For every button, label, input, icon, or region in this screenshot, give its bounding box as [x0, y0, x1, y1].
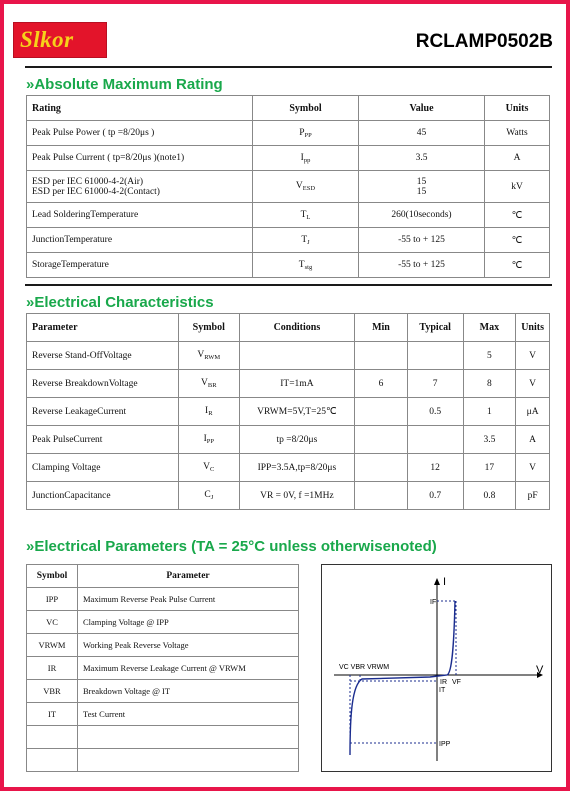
value-cell: -55 to + 125 — [359, 253, 485, 278]
units-cell: pF — [516, 482, 550, 510]
ir-label: IR — [440, 679, 447, 686]
rating-cell: ESD per IEC 61000-4-2(Air) ESD per IEC 61000-4-2(Contact) — [27, 171, 253, 203]
header-divider — [25, 66, 552, 68]
table-row — [27, 588, 299, 611]
col-parameter: Parameter — [27, 314, 179, 342]
table-row — [27, 203, 550, 228]
typical-cell: 0.5 — [407, 398, 463, 426]
conditions-cell: IPP=3.5A,tp=8/20μs — [239, 454, 355, 482]
rating-cell: Peak Pulse Current ( tp=8/20μs )(note1) — [27, 146, 253, 171]
symbol-cell: $V_C$ — [178, 454, 239, 482]
section-title-parameters: »Electrical Parameters (TA = 25°C unless otherwisenoted) — [26, 538, 437, 555]
desc-cell: Maximum Reverse Leakage Current @ VRWM — [78, 657, 299, 680]
table-row — [27, 749, 299, 772]
units-cell: A — [485, 146, 550, 171]
value-cell: 3.5 — [359, 146, 485, 171]
units-cell: V — [516, 454, 550, 482]
desc-cell — [78, 749, 299, 772]
symbol-cell: $T_L$ — [253, 203, 359, 228]
table-row — [27, 253, 550, 278]
col-symbol: Symbol — [178, 314, 239, 342]
symbol-cell: $T_{stg}$ — [253, 253, 359, 278]
typical-cell: 7 — [407, 370, 463, 398]
col-typical: Typical — [407, 314, 463, 342]
param-cell: Reverse Stand-OffVoltage — [27, 342, 179, 370]
table-row — [27, 398, 550, 426]
col-min: Min — [355, 314, 408, 342]
desc-cell: Maximum Reverse Peak Pulse Current — [78, 588, 299, 611]
parameter-symbols-table — [26, 564, 299, 772]
min-cell — [355, 342, 408, 370]
param-cell: Reverse BreakdownVoltage — [27, 370, 179, 398]
desc-cell: Working Peak Reverse Voltage — [78, 634, 299, 657]
electrical-characteristics-table — [26, 313, 550, 510]
conditions-cell: tp =8/20μs — [239, 426, 355, 454]
max-cell: 1 — [463, 398, 516, 426]
symbol-cell: VBR — [27, 680, 78, 703]
param-cell: Reverse LeakageCurrent — [27, 398, 179, 426]
units-cell: A — [516, 426, 550, 454]
param-cell: Peak PulseCurrent — [27, 426, 179, 454]
col-units: Units — [485, 96, 550, 121]
col-symbol: Symbol — [27, 565, 78, 588]
iv-curve-svg — [322, 565, 551, 771]
min-cell: 6 — [355, 370, 408, 398]
i-axis-arrow — [434, 578, 440, 585]
desc-cell — [78, 726, 299, 749]
min-cell — [355, 454, 408, 482]
table-row — [27, 121, 550, 146]
col-units: Units — [516, 314, 550, 342]
table-row — [27, 482, 550, 510]
table-row — [27, 171, 550, 203]
symbol-cell — [27, 726, 78, 749]
min-cell — [355, 426, 408, 454]
iv-characteristic-diagram — [321, 564, 552, 772]
conditions-cell: VRWM=5V,T=25℃ — [239, 398, 355, 426]
conditions-cell: IT=1mA — [239, 370, 355, 398]
col-rating: Rating — [27, 96, 253, 121]
col-parameter: Parameter — [78, 565, 299, 588]
max-cell: 8 — [463, 370, 516, 398]
desc-cell: Breakdown Voltage @ IT — [78, 680, 299, 703]
table-header-row — [27, 314, 550, 342]
param-cell: Clamping Voltage — [27, 454, 179, 482]
section-title-electrical: »Electrical Characteristics — [26, 294, 214, 311]
units-cell: ℃ — [485, 228, 550, 253]
table-row — [27, 370, 550, 398]
table-row — [27, 680, 299, 703]
left-voltage-labels: VC VBR VRWM — [339, 664, 390, 671]
iv-curve — [350, 601, 455, 755]
symbol-cell: $C_J$ — [178, 482, 239, 510]
max-cell: 3.5 — [463, 426, 516, 454]
units-cell: ℃ — [485, 203, 550, 228]
table-row — [27, 426, 550, 454]
symbol-cell: $I_{pp}$ — [253, 146, 359, 171]
part-number: RCLAMP0502B — [415, 31, 553, 52]
desc-cell: Test Current — [78, 703, 299, 726]
col-symbol: Symbol — [253, 96, 359, 121]
if-label: IF — [430, 599, 437, 606]
rating-cell: JunctionTemperature — [27, 228, 253, 253]
symbol-cell: IPP — [27, 588, 78, 611]
rating-cell: StorageTemperature — [27, 253, 253, 278]
i-axis-label: I — [443, 576, 447, 588]
units-cell: μA — [516, 398, 550, 426]
units-cell: kV — [485, 171, 550, 203]
v-axis-label: V — [536, 664, 544, 676]
rating-cell: Lead SolderingTemperature — [27, 203, 253, 228]
it-label: IT — [439, 687, 446, 694]
table-row — [27, 454, 550, 482]
symbol-cell: IT — [27, 703, 78, 726]
units-cell: V — [516, 370, 550, 398]
table-row — [27, 703, 299, 726]
value-cell: 45 — [359, 121, 485, 146]
symbol-cell: $T_J$ — [253, 228, 359, 253]
table-row — [27, 611, 299, 634]
table-row — [27, 342, 550, 370]
typical-cell: 0.7 — [407, 482, 463, 510]
table-row — [27, 726, 299, 749]
ipp-label: IPP — [439, 741, 451, 748]
value-cell: 15 15 — [359, 171, 485, 203]
symbol-cell: VC — [27, 611, 78, 634]
conditions-cell: VR = 0V, f =1MHz — [239, 482, 355, 510]
symbol-cell: VRWM — [27, 634, 78, 657]
typical-cell — [407, 426, 463, 454]
table-header-row — [27, 96, 550, 121]
max-cell: 17 — [463, 454, 516, 482]
symbol-cell: $V_{BR}$ — [178, 370, 239, 398]
symbol-cell: $I_R$ — [178, 398, 239, 426]
units-cell: Watts — [485, 121, 550, 146]
units-cell: ℃ — [485, 253, 550, 278]
min-cell — [355, 398, 408, 426]
absolute-max-table — [26, 95, 550, 278]
symbol-cell: $V_{RWM}$ — [178, 342, 239, 370]
typical-cell: 12 — [407, 454, 463, 482]
symbol-cell: $P_{PP}$ — [253, 121, 359, 146]
value-cell: -55 to + 125 — [359, 228, 485, 253]
typical-cell — [407, 342, 463, 370]
rating-cell: Peak Pulse Power ( tp =8/20μs ) — [27, 121, 253, 146]
max-cell: 5 — [463, 342, 516, 370]
table-row — [27, 657, 299, 680]
table-row — [27, 634, 299, 657]
table-row — [27, 146, 550, 171]
max-cell: 0.8 — [463, 482, 516, 510]
desc-cell: Clamping Voltage @ IPP — [78, 611, 299, 634]
min-cell — [355, 482, 408, 510]
logo-text: Slkor — [20, 27, 74, 52]
param-cell: JunctionCapacitance — [27, 482, 179, 510]
vf-label: VF — [452, 679, 461, 686]
brand-logo — [13, 22, 107, 58]
symbol-cell: IR — [27, 657, 78, 680]
table-header-row — [27, 565, 299, 588]
col-value: Value — [359, 96, 485, 121]
conditions-cell — [239, 342, 355, 370]
col-max: Max — [463, 314, 516, 342]
section-title-absolute: »Absolute Maximum Rating — [26, 76, 223, 93]
symbol-cell: $I_{PP}$ — [178, 426, 239, 454]
value-cell: 260(10seconds) — [359, 203, 485, 228]
section-divider — [25, 284, 552, 286]
symbol-cell — [27, 749, 78, 772]
symbol-cell: $V_{ESD}$ — [253, 171, 359, 203]
col-conditions: Conditions — [239, 314, 355, 342]
units-cell: V — [516, 342, 550, 370]
table-row — [27, 228, 550, 253]
